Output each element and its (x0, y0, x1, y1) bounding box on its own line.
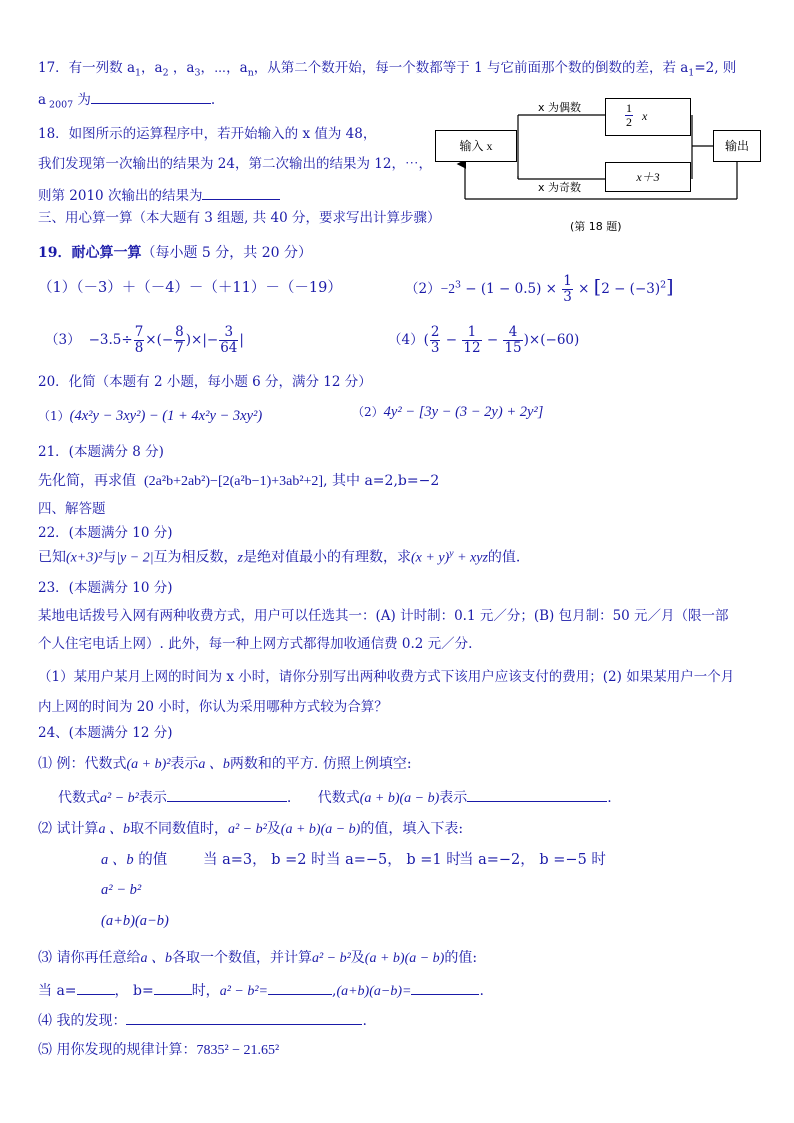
section4-heading: 四、解答题 (38, 501, 106, 517)
q20-p2: （2）4y² − [3y − (3 − 2y) + 2y²] (352, 404, 544, 420)
q24-s1b: 代数式a² − b²表示 . 代数式(a + b)(a − b)表示 . (58, 790, 612, 806)
flowchart-q18 (430, 86, 770, 236)
q21-body: 先化简，再求值 (2a²b+2ab²)−[2(a²b−1)+3ab²+2], 其中 a=2,b=−2 (38, 473, 440, 489)
q24-s2: ⑵ 试计算a 、b取不同数值时，a² − b²及(a + b)(a − b)的值，填入下表: (38, 821, 464, 837)
q17-line1: 17．有一列数 $a_1$，$a_2$ ，$a_3$，⋯，$a_n$，从第二个数开始，每一个数都等于 1 与它前面那个数的倒数的差，若 $a_1=2$, 则 (38, 60, 737, 79)
q24-s3b: 当 a= ， b= 时，a² − b²= ,(a+b)(a−b)= . (38, 983, 484, 999)
q17-line2: a $_{2007}$ 为 . (38, 92, 216, 111)
flow-input-box: 输入 x (435, 130, 517, 162)
q19-p4: （4）( $\frac{2}{3}$ − $\frac{1}{12}$ − $\frac{4}{15}$ )×(−60) (388, 324, 580, 356)
q22-title: 22．(本题满分 10 分) (38, 525, 173, 541)
q23-line1: 某地电话拨号入网有两种收费方式，用户可以任选其一：(A) 计时制：0.1 元／分；(B) 包月制：50 元／月（限一部 (38, 608, 729, 624)
q24-s3-b-blank[interactable] (154, 982, 192, 995)
q24-s3-e2-blank[interactable] (411, 982, 479, 995)
q19-p2: $(2)-2^3 - (1 - 0.5)$ × $\frac{1}{3}$ × $[2 - (-3)^2]$ (405, 273, 674, 305)
q21-title: 21．(本题满分 8 分) (38, 444, 164, 460)
q23-title: 23．(本题满分 10 分) (38, 580, 173, 596)
q24-table-row-1: a² − b² (101, 882, 142, 898)
q24-s1: ⑴ 例：代数式(a + b)²表示a 、b两数和的平方. 仿照上例填空: (38, 756, 412, 772)
q22-body: 已知(x+3)²与|y − 2|互为相反数，z是绝对值最小的有理数，求$(x + y)^y$ + xyz的值. (38, 548, 521, 566)
q24-s5: ⑸ 用你发现的规律计算：7835² − 21.65² (38, 1042, 280, 1058)
q24-title: 24、(本题满分 12 分) (38, 725, 173, 741)
q23-line2: 个人住宅电话上网）. 此外，每一种上网方式都得加收通信费 0.2 元／分. (38, 636, 473, 652)
q19-p1: （1）（－3）＋（－4）－（＋11）－（－19） (38, 280, 342, 296)
flow-even-label: x 为偶数 (538, 101, 582, 114)
q24-table-row-2: (a+b)(a−b) (101, 913, 169, 929)
flow-odd-box: x＋3 (605, 162, 691, 192)
q24-s3: ⑶ 请你再任意给a 、b各取一个数值，并计算a² − b²及(a + b)(a − b)的值: (38, 950, 478, 966)
q18-line3: 则第 2010 次输出的结果为 (38, 187, 280, 204)
q23-line3: （1）某用户某月上网的时间为 x 小时，请你分别写出两种收费方式下该用户应该支付的费用；(2) 如果某用户一个月 (38, 669, 735, 685)
q20-p1: （1）(4x²y − 3xy²) − (1 + 4x²y − 3xy²) (38, 408, 263, 424)
q20-title: 20．化简（本题有 2 小题，每小题 6 分，满分 12 分） (38, 374, 372, 390)
flow-odd-label: x 为奇数 (538, 181, 582, 194)
q24-s3-e1-blank[interactable] (268, 982, 332, 995)
q19-p3: （3） −3.5÷ $\frac{7}{8}$ ×(− $\frac{8}{7}$ )×|− $\frac{3}{64}$ | (45, 324, 244, 356)
section3-heading: 三、用心算一算（本大题有 3 组题, 共 40 分，要求写出计算步骤） (38, 210, 441, 226)
q24-s4: ⑷ 我的发现： . (38, 1013, 367, 1029)
q19-p2-frac: $\frac{1}{3}$ (563, 273, 572, 305)
q18-line1: 18．如图所示的运算程序中，若开始输入的 x 值为 48， (38, 126, 377, 142)
q24-s3-a-blank[interactable] (77, 982, 115, 995)
flow-even-box: $\frac{1}{2}$ x (605, 98, 691, 136)
q24-s4-blank[interactable] (126, 1012, 362, 1025)
q18-answer-blank[interactable] (202, 187, 280, 200)
q24-table-col-2: 当 a=−5， b =1 时 (326, 852, 461, 868)
q23-line4: 内上网的时间为 20 小时，你认为采用哪种方式较为合算？ (38, 699, 388, 715)
q24-table-col-3: 当 a=−2， b =−5 时 (459, 852, 606, 868)
q24-s1b-blank-2[interactable] (467, 789, 607, 802)
q19-title: 19．耐心算一算（每小题 5 分，共 20 分） (38, 245, 313, 261)
flow-caption: (第 18 题) (570, 220, 622, 233)
q24-s1b-blank-1[interactable] (167, 789, 287, 802)
q24-table-col-1: 当 a=3， b =2 时 (203, 852, 326, 868)
q24-table-header: a 、b 的值 (101, 852, 168, 868)
q17-answer-blank[interactable] (91, 91, 211, 104)
flow-output-box: 输出 (713, 130, 761, 162)
q18-line2: 我们发现第一次输出的结果为 24，第二次输出的结果为 12，⋯， (38, 156, 432, 172)
